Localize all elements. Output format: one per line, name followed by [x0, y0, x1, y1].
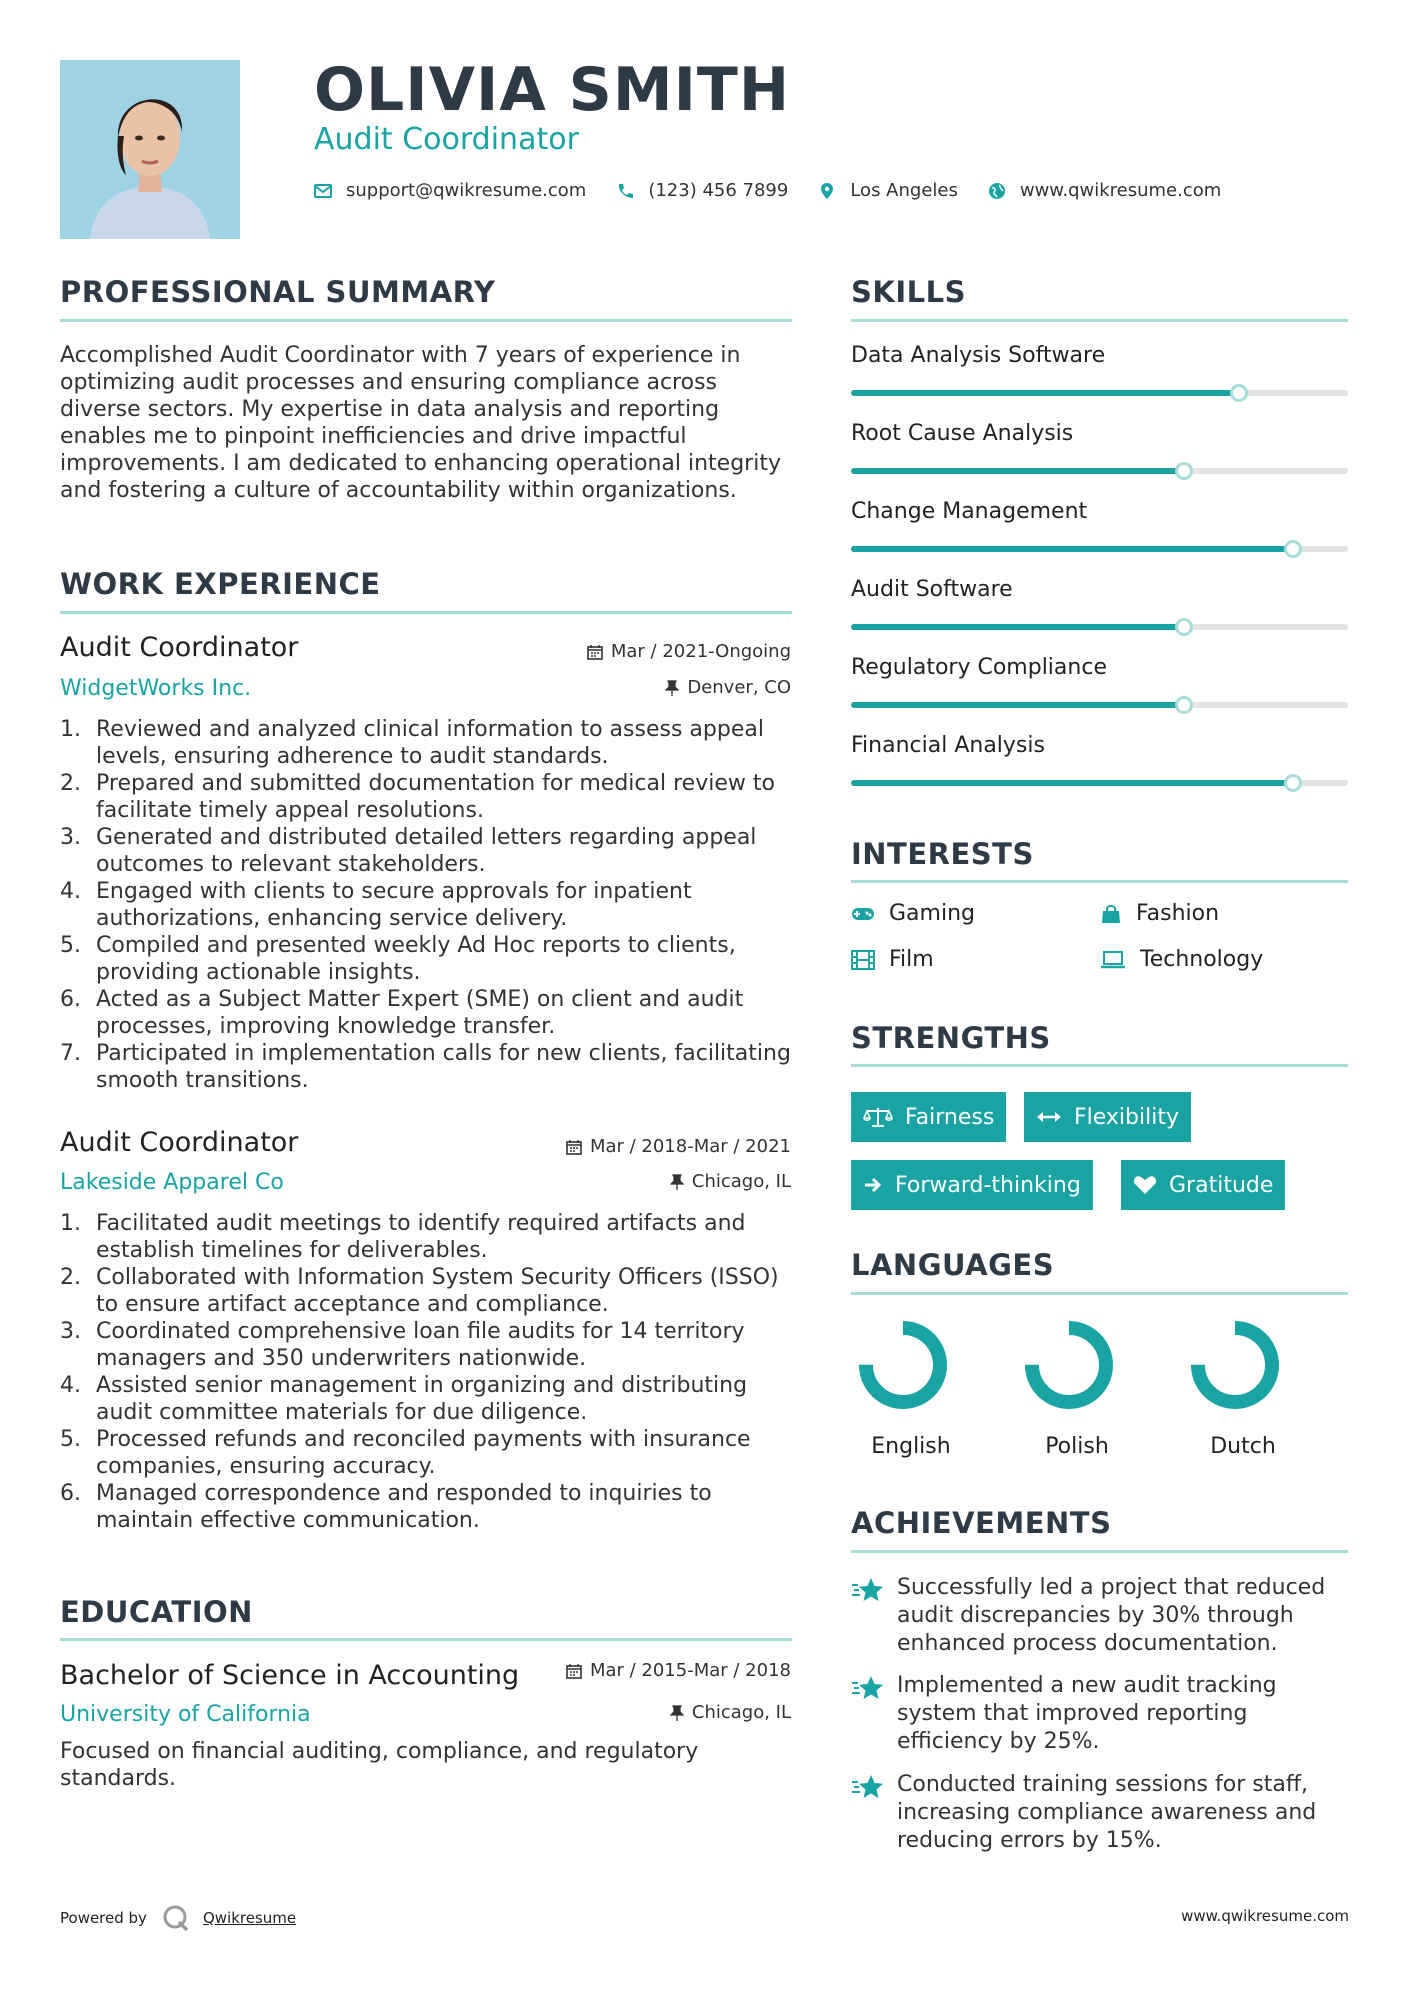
- star-icon: [851, 1576, 885, 1604]
- contact-email[interactable]: [314, 180, 586, 201]
- skill-bar: [851, 702, 1348, 708]
- skill-fill: [851, 390, 1239, 396]
- experience-rule: [60, 611, 792, 614]
- qwikresume-logo-icon: [161, 1903, 191, 1933]
- language-ring: [1190, 1320, 1280, 1410]
- powered-by-label: Powered by: [60, 1909, 147, 1927]
- interest-label: Technology: [1140, 947, 1264, 972]
- profile-photo: [60, 60, 240, 239]
- globe-icon: [988, 182, 1006, 200]
- skill-bar: [851, 390, 1348, 396]
- job-1-title: Audit Coordinator: [60, 632, 299, 663]
- skill-knob: [1284, 774, 1302, 792]
- list-item: 1. Facilitated audit meetings to identify required artifacts and establish timelines for deliverables.: [78, 1210, 800, 1264]
- shopping-bag-icon: [1100, 904, 1122, 924]
- job-2-company: Lakeside Apparel Co: [60, 1170, 284, 1195]
- arrow-right-icon: [863, 1176, 883, 1194]
- languages-heading: LANGUAGES: [851, 1248, 1055, 1282]
- bullet-text: Managed correspondence and responded to inquiries to maintain effective communication.: [96, 1481, 712, 1533]
- balance-scale-icon: [863, 1106, 893, 1128]
- education-school: University of California: [60, 1702, 311, 1727]
- strength-label: Forward-thinking: [895, 1172, 1081, 1198]
- arrows-horizontal-icon: [1036, 1110, 1062, 1124]
- bullet-text: Acted as a Subject Matter Expert (SME) on client and audit processes, improving knowledge transfer.: [96, 987, 744, 1039]
- interest-label: Film: [889, 947, 934, 972]
- list-item: 2. Collaborated with Information System Security Officers (ISSO) to ensure artifact acceptance and compliance.: [78, 1264, 800, 1318]
- skill-knob: [1284, 540, 1302, 558]
- contact-location-text: Los Angeles: [850, 180, 958, 201]
- list-item: 3. Coordinated comprehensive loan file audits for 14 territory managers and 350 underwriters nationwide.: [78, 1318, 800, 1372]
- list-item: 6. Acted as a Subject Matter Expert (SME) on client and audit processes, improving knowledge transfer.: [78, 986, 800, 1040]
- interest-item: [1100, 947, 1263, 972]
- summary-heading: PROFESSIONAL SUMMARY: [60, 275, 496, 309]
- achievement-item: [851, 1672, 1351, 1756]
- skill-label: Audit Software: [851, 577, 1013, 602]
- education-rule: [60, 1638, 792, 1641]
- experience-heading: WORK EXPERIENCE: [60, 567, 381, 601]
- achievements-rule: [851, 1550, 1348, 1553]
- education-location: [670, 1702, 791, 1723]
- contact-location: [818, 180, 958, 201]
- achievement-text: Implemented a new audit tracking system that improved reporting efficiency by 25%.: [897, 1673, 1277, 1754]
- language-ring: [1024, 1320, 1114, 1410]
- candidate-name: OLIVIA SMITH: [314, 55, 791, 125]
- list-item: 6. Managed correspondence and responded to inquiries to maintain effective communication.: [78, 1480, 800, 1534]
- list-item: 7. Participated in implementation calls for new clients, facilitating smooth transitions.: [78, 1040, 800, 1094]
- strength-label: Gratitude: [1169, 1172, 1274, 1198]
- star-icon: [851, 1773, 885, 1801]
- education-heading: EDUCATION: [60, 1595, 253, 1629]
- interest-label: Fashion: [1136, 901, 1220, 926]
- strength-label: Fairness: [905, 1104, 995, 1130]
- pushpin-icon: [665, 680, 679, 696]
- achievement-item: [851, 1771, 1351, 1855]
- skill-fill: [851, 468, 1184, 474]
- skill-knob: [1175, 618, 1193, 636]
- strengths-rule: [851, 1064, 1348, 1067]
- strength-label: Flexibility: [1074, 1104, 1179, 1130]
- languages-rule: [851, 1292, 1348, 1295]
- contact-phone-text: (123) 456 7899: [648, 180, 789, 201]
- list-item: 4. Engaged with clients to secure approvals for inpatient authorizations, enhancing service delivery.: [78, 878, 800, 932]
- star-icon: [851, 1674, 885, 1702]
- candidate-role: Audit Coordinator: [314, 122, 579, 157]
- bullet-text: Prepared and submitted documentation for medical review to facilitate timely appeal resolutions.: [96, 771, 775, 823]
- job-2-title: Audit Coordinator: [60, 1127, 299, 1158]
- skill-knob: [1230, 384, 1248, 402]
- interests-heading: INTERESTS: [851, 837, 1034, 871]
- bullet-text: Generated and distributed detailed letters regarding appeal outcomes to relevant stakeholders.: [96, 825, 757, 877]
- interest-item: [851, 947, 934, 972]
- bullet-text: Reviewed and analyzed clinical information to assess appeal levels, ensuring adherence to audit standards.: [96, 717, 764, 769]
- portrait-image: [60, 60, 240, 239]
- job-1-location: [665, 677, 791, 698]
- strengths-heading: STRENGTHS: [851, 1021, 1051, 1055]
- skill-label: Financial Analysis: [851, 733, 1045, 758]
- language-ring: [858, 1320, 948, 1410]
- achievement-item: [851, 1574, 1351, 1658]
- education-dates-text: Mar / 2015-Mar / 2018: [589, 1660, 791, 1681]
- list-item: 4. Assisted senior management in organizing and distributing audit committee materials for due diligence.: [78, 1372, 800, 1426]
- pushpin-icon: [670, 1174, 684, 1190]
- list-item: 1. Reviewed and analyzed clinical information to assess appeal levels, ensuring adherence to audit standards.: [78, 716, 800, 770]
- list-item: 5. Compiled and presented weekly Ad Hoc reports to clients, providing actionable insights.: [78, 932, 800, 986]
- skill-bar: [851, 780, 1348, 786]
- education-degree: Bachelor of Science in Accounting: [60, 1660, 520, 1691]
- job-1-dates-text: Mar / 2021-Ongoing: [610, 641, 791, 662]
- gamepad-icon: [851, 906, 875, 922]
- summary-rule: [60, 319, 792, 322]
- skill-fill: [851, 624, 1184, 630]
- calendar-icon: [566, 1663, 582, 1679]
- envelope-icon: [314, 182, 332, 200]
- interests-rule: [851, 880, 1348, 883]
- job-1-company: WidgetWorks Inc.: [60, 676, 252, 701]
- contact-phone[interactable]: [616, 180, 788, 201]
- education-description: Focused on financial auditing, compliance, and regulatory standards.: [60, 1739, 699, 1791]
- skill-fill: [851, 702, 1184, 708]
- achievement-text: Successfully led a project that reduced audit discrepancies by 30% through enhanced process documentation.: [897, 1575, 1326, 1656]
- film-icon: [851, 950, 875, 970]
- skill-bar: [851, 468, 1348, 474]
- interest-label: Gaming: [889, 901, 975, 926]
- contact-website[interactable]: [988, 180, 1221, 201]
- contact-email-text: support@qwikresume.com: [346, 180, 587, 201]
- interest-item: [1100, 901, 1219, 926]
- language-label: Polish: [1045, 1434, 1109, 1459]
- calendar-icon: [566, 1139, 582, 1155]
- job-2-dates-text: Mar / 2018-Mar / 2021: [589, 1136, 791, 1157]
- strength-chip: [851, 1160, 1093, 1210]
- skills-rule: [851, 319, 1348, 322]
- pushpin-icon: [670, 1705, 684, 1721]
- education-dates: [566, 1660, 791, 1681]
- contact-website-text: www.qwikresume.com: [1019, 180, 1222, 201]
- laptop-icon: [1100, 951, 1126, 969]
- skill-bar: [851, 624, 1348, 630]
- summary-text: Accomplished Audit Coordinator with 7 years of experience in optimizing audit processes and ensuring compliance across diverse sectors. My expertise in data analysis and reporting enables me to pinpoint inefficiencies and drive impactful improvements. I am dedicated to enhancing operational integrity and fostering a culture of accountability within organizations.: [60, 343, 781, 503]
- skill-knob: [1175, 462, 1193, 480]
- education-location-text: Chicago, IL: [691, 1702, 791, 1723]
- bullet-text: Facilitated audit meetings to identify required artifacts and establish timelines for deliverables.: [96, 1211, 746, 1263]
- job-2-bullets: [60, 1210, 800, 1534]
- list-item: 2. Prepared and submitted documentation for medical review to facilitate timely appeal resolutions.: [78, 770, 800, 824]
- phone-icon: [616, 182, 634, 200]
- skill-label: Regulatory Compliance: [851, 655, 1107, 680]
- skill-label: Root Cause Analysis: [851, 421, 1074, 446]
- skills-heading: SKILLS: [851, 275, 966, 309]
- job-1-bullets: [60, 716, 800, 1094]
- strength-chip: [851, 1092, 1006, 1142]
- job-2-location-text: Chicago, IL: [691, 1171, 791, 1192]
- skill-label: Change Management: [851, 499, 1088, 524]
- bullet-text: Collaborated with Information System Security Officers (ISSO) to ensure artifact acceptance and compliance.: [96, 1265, 779, 1317]
- skill-fill: [851, 780, 1293, 786]
- job-2-dates: [566, 1136, 791, 1157]
- skill-bar: [851, 546, 1348, 552]
- qwikresume-link[interactable]: Qwikresume: [202, 1909, 297, 1927]
- interest-item: [851, 901, 975, 926]
- contact-bar: [314, 180, 1251, 201]
- job-1-dates: [587, 641, 791, 662]
- heart-icon: [1133, 1175, 1157, 1195]
- map-pin-icon: [818, 182, 836, 200]
- bullet-text: Coordinated comprehensive loan file audits for 14 territory managers and 350 underwriters nationwide.: [96, 1319, 745, 1371]
- skill-fill: [851, 546, 1293, 552]
- language-label: English: [871, 1434, 951, 1459]
- footer-website[interactable]: www.qwikresume.com: [1181, 1907, 1349, 1925]
- strength-chip: [1121, 1160, 1285, 1210]
- list-item: 5. Processed refunds and reconciled payments with insurance companies, ensuring accuracy.: [78, 1426, 800, 1480]
- calendar-icon: [587, 644, 603, 660]
- footer-powered: [60, 1903, 296, 1933]
- language-label: Dutch: [1210, 1434, 1276, 1459]
- achievements-heading: ACHIEVEMENTS: [851, 1506, 1112, 1540]
- job-2-location: [670, 1171, 791, 1192]
- job-1-location-text: Denver, CO: [687, 677, 791, 698]
- bullet-text: Compiled and presented weekly Ad Hoc reports to clients, providing actionable insights.: [96, 933, 736, 985]
- bullet-text: Processed refunds and reconciled payments with insurance companies, ensuring accuracy.: [96, 1427, 751, 1479]
- bullet-text: Assisted senior management in organizing and distributing audit committee materials for due diligence.: [96, 1373, 748, 1425]
- skill-label: Data Analysis Software: [851, 343, 1106, 368]
- achievement-text: Conducted training sessions for staff, increasing compliance awareness and reducing errors by 15%.: [897, 1772, 1317, 1853]
- skill-knob: [1175, 696, 1193, 714]
- bullet-text: Participated in implementation calls for new clients, facilitating smooth transitions.: [96, 1041, 791, 1093]
- bullet-text: Engaged with clients to secure approvals for inpatient authorizations, enhancing service delivery.: [96, 879, 692, 931]
- list-item: 3. Generated and distributed detailed letters regarding appeal outcomes to relevant stakeholders.: [78, 824, 800, 878]
- strength-chip: [1024, 1092, 1191, 1142]
